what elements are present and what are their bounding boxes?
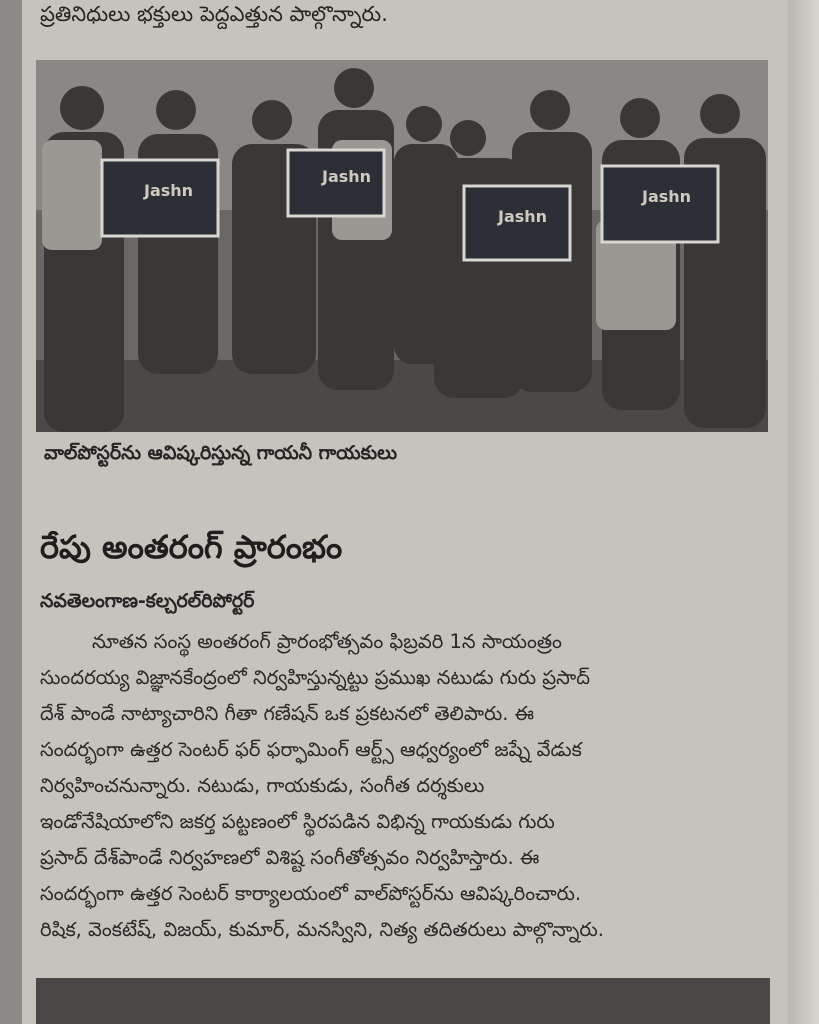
page-edge xyxy=(788,0,819,1024)
next-article-photo xyxy=(36,978,770,1024)
body-line: సందర్భంగా ఉత్తర సెంటర్ కార్యాలయంలో వాల్‌పోస్టర్‌ను ఆవిష్కరించారు. xyxy=(40,882,582,905)
body-line: సందర్భంగా ఉత్తర సెంటర్ ఫర్ ఫర్ఫామింగ్ ఆర్ట్స్ ఆధ్వర్యంలో జష్నే వేడుక xyxy=(40,738,582,761)
poster-title: Jashn xyxy=(642,187,692,206)
poster-title: Jashn xyxy=(322,167,372,186)
body-line: రిషిక, వెంకటేష్, విజయ్, కుమార్, మనస్విని, నిత్య తదితరులు పాల్గొన్నారు. xyxy=(40,918,604,941)
body-line: ఇండోనేషియాలోని జకర్త పట్టణంలో స్థిరపడిన విభిన్న గాయకుడు గురు xyxy=(40,810,555,833)
article-headline: రేపు అంతరంగ్ ప్రారంభం xyxy=(40,528,343,566)
poster-title: Jashn xyxy=(144,181,194,200)
body-line: నిర్వహించనున్నారు. నటుడు, గాయకుడు, సంగీత దర్శకులు xyxy=(40,774,485,797)
body-line: ప్రసాద్ దేశ్‌పాండే నిర్వహణలో విశిష్ట సంగీతోత్సవం నిర్వహిస్తారు. ఈ xyxy=(40,846,540,869)
article-body xyxy=(40,624,770,960)
article-byline: నవతెలంగాణ-కల్చరల్‌రిపోర్టర్ xyxy=(40,590,255,612)
previous-article-last-line: ప్రతినిధులు భక్తులు పెద్దఎత్తున పాల్గొన్నారు. xyxy=(40,2,388,26)
photo-caption: వాల్‌పోస్టర్‌ను ఆవిష్కరిస్తున్న గాయనీ గాయకులు xyxy=(44,442,398,464)
news-photo xyxy=(36,60,768,432)
poster-title: Jashn xyxy=(498,207,548,226)
body-line: దేశ్ పాండే నాట్యాచారిని గీతా గణేషన్ ఒక ప్రకటనలో తెలిపారు. ఈ xyxy=(40,702,535,725)
body-line: సుందరయ్య విజ్ఞానకేంద్రంలో నిర్వహిస్తున్నట్టు ప్రముఖ నటుడు గురు ప్రసాద్ xyxy=(40,666,591,689)
body-line: నూతన సంస్థ అంతరంగ్ ప్రారంభోత్సవం ఫిబ్రవరి 1న సాయంత్రం xyxy=(92,630,562,653)
